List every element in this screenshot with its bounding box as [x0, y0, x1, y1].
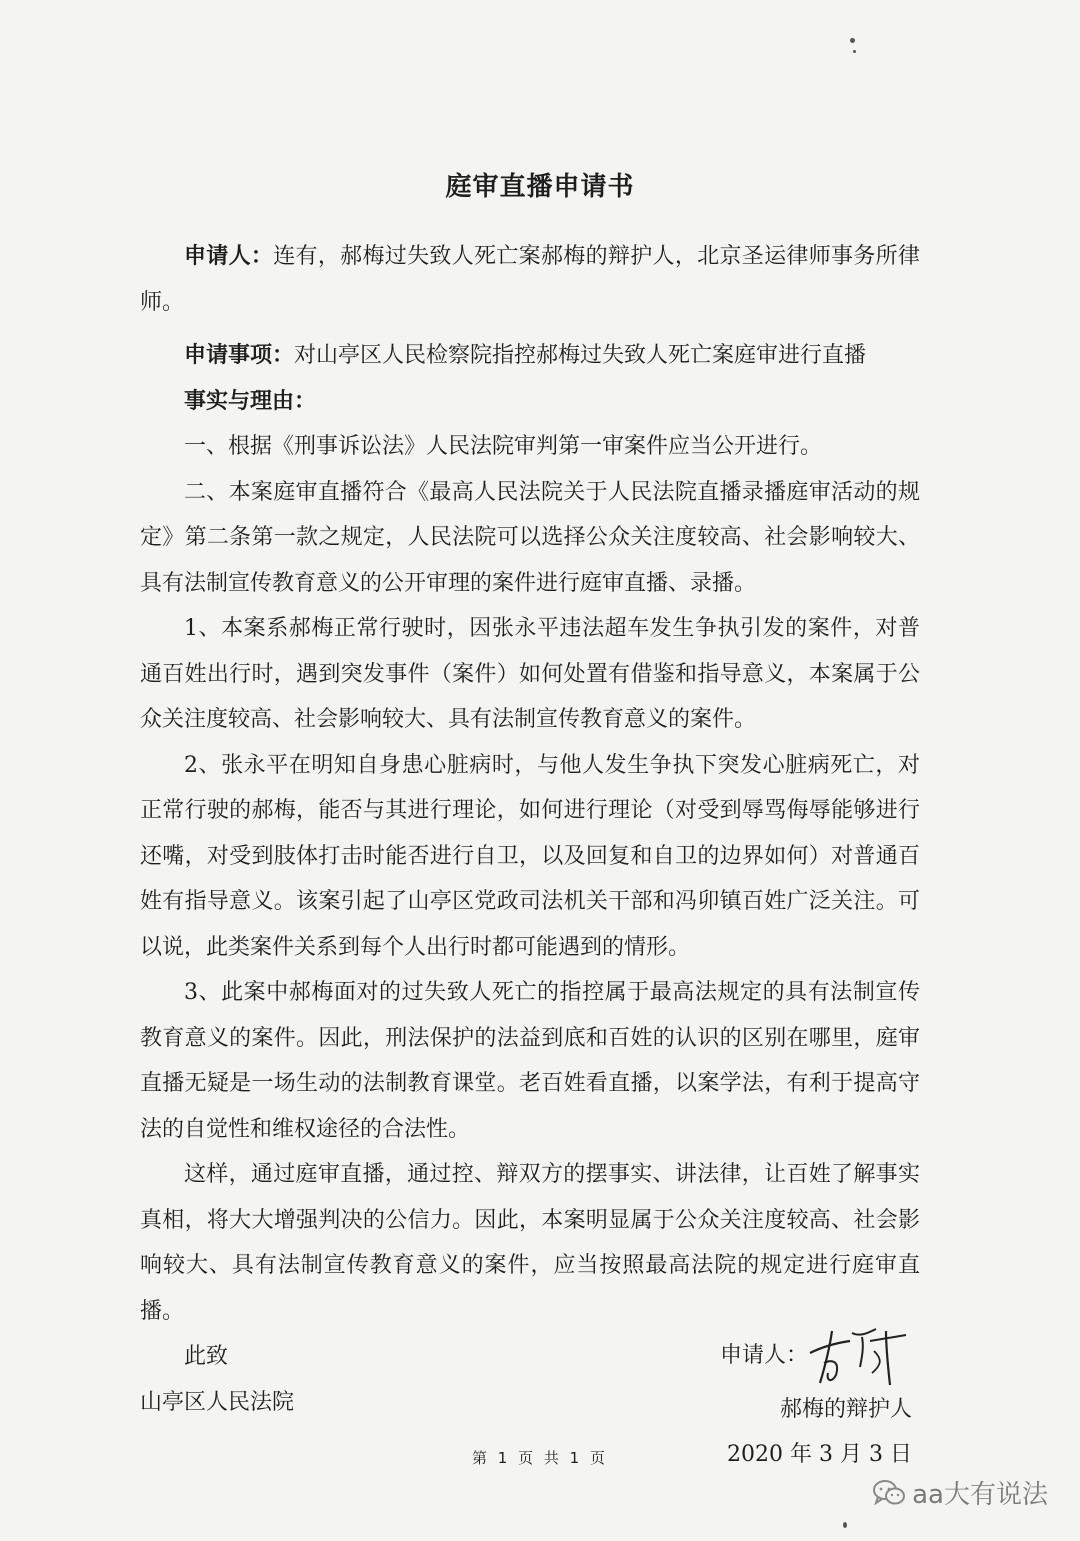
matter-paragraph: [140, 333, 920, 379]
body-paragraph: 一、根据《刑事诉讼法》人民法院审判第一审案件应当公开进行。: [184, 434, 823, 459]
signature-label: 申请人：: [719, 1342, 808, 1368]
body-paragraph: 这样，通过庭审直播，通过控、辩双方的摆事实、讲法律，让百姓了解事实真相，将大大增强判决的公信力。因此，本案明显属于公众关注度较高、社会影响较大、具有法制宣传教育意义的案件，应当按照最高法院的规定进行庭审直播。: [140, 1162, 920, 1324]
applicant-label: 申请人：: [184, 244, 274, 269]
matter-text: 对山亭区人民检察院指控郝梅过失致人死亡案庭审进行直播: [294, 343, 867, 368]
recipient-text: 山亭区人民法院: [140, 1389, 295, 1415]
applicant-paragraph: [140, 234, 920, 325]
closing-text: 此致: [184, 1344, 229, 1369]
scan-speck: [843, 1522, 847, 1528]
document-date: 2020 年 3 月 3 日: [727, 1442, 912, 1467]
body-paragraph: 3、此案中郝梅面对的过失致人死亡的指控属于最高法规定的具有法制宣传教育意义的案件。因此，刑法保护的法益到底和百姓的认识的区别在哪里，庭审直播无疑是一场生动的法制教育课堂。老百姓看直播，以案学法，有利于提高守法的自觉性和维权途径的合法性。: [140, 980, 920, 1142]
scan-speck: [853, 50, 856, 53]
handwritten-signature: [802, 1323, 912, 1387]
applicant-text: 连有，郝梅过失致人死亡案郝梅的辩护人，北京圣运律师事务所律师。: [140, 244, 920, 315]
body-paragraph: 二、本案庭审直播符合《最高人民法院关于人民法院直播录播庭审活动的规定》第二条第一款之规定，人民法院可以选择公众关注度较高、社会影响较大、具有法制宣传教育意义的公开审理的案件进行庭审直播、录播。: [140, 479, 920, 596]
body-paragraph: 1、本案系郝梅正常行驶时，因张永平违法超车发生争执引发的案件，对普通百姓出行时，遇到突发事件（案件）如何处置有借鉴和指导意义，本案属于公众关注度较高、社会影响较大、具有法制宣传教育意义的案件。: [140, 616, 920, 732]
body-paragraph: 2、张永平在明知自身患心脏病时，与他人发生争执下突发心脏病死亡，对正常行驶的郝梅，能否与其进行理论，如何进行理论（对受到辱骂侮辱能够进行还嘴，对受到肢体打击时能否进行自卫，以及回复和自卫的边界如何）对普通百姓有指导意义。该案引起了山亭区党政司法机关干部和冯卯镇百姓广泛关注。可以说，此类案件关系到每个人出行时都可能遇到的情形。: [140, 752, 920, 960]
wechat-icon: [872, 1478, 906, 1508]
watermark: [872, 1474, 1048, 1511]
document-body: [140, 234, 920, 1425]
document-title: 庭审直播申请书: [445, 172, 635, 202]
signer-role: 郝梅的辩护人: [779, 1397, 912, 1422]
facts-heading: [140, 379, 920, 425]
matter-label: 申请事项：: [184, 343, 295, 368]
watermark-text: aa大有说法: [912, 1480, 1048, 1510]
scan-speck: [850, 38, 855, 43]
page-footer: 第 1 页 共 1 页: [472, 1449, 608, 1467]
facts-label: 事实与理由：: [184, 388, 317, 414]
